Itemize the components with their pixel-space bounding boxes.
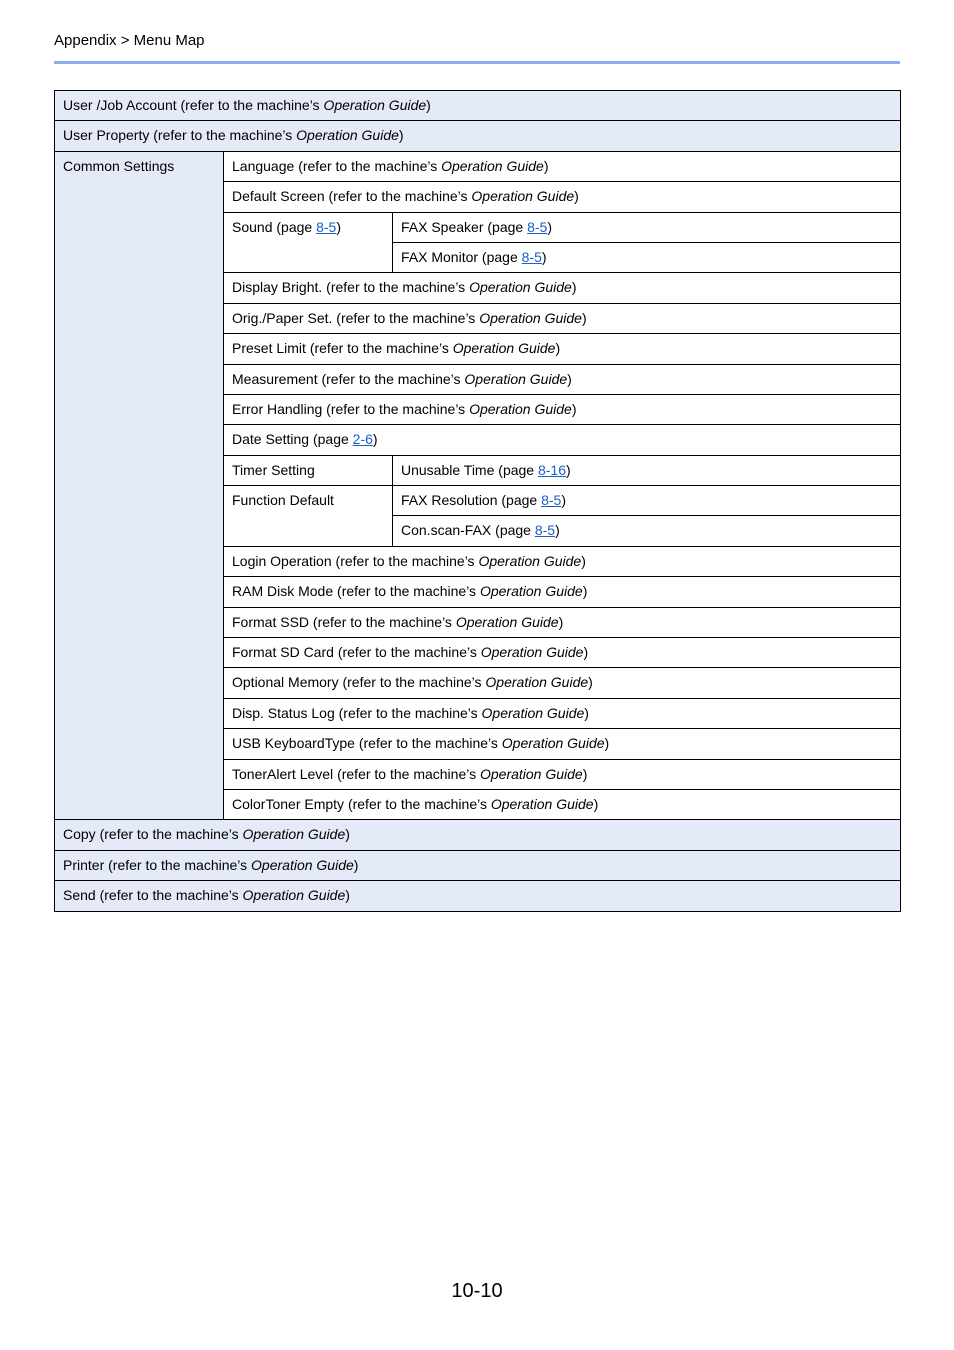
- table-row: [55, 820, 901, 850]
- breadcrumb: Appendix > Menu Map: [54, 32, 205, 49]
- ref-prefix: (refer to the machine’s: [335, 552, 479, 569]
- operation-guide-title: Operation Guide: [251, 856, 354, 873]
- guide-reference: [339, 705, 589, 721]
- ref-prefix: (refer to the machine’s: [337, 583, 480, 600]
- operation-guide-title: Operation Guide: [323, 97, 427, 113]
- guide-reference: [326, 279, 576, 295]
- ref-prefix: (refer to the machine’s: [342, 674, 486, 691]
- setting-preset-limit: [224, 334, 901, 364]
- close-paren: ): [336, 218, 341, 235]
- setting-format-sd-card: [224, 638, 901, 668]
- setting-label: Orig./Paper Set.: [232, 309, 333, 326]
- menu-item-user-property: [55, 121, 901, 151]
- ref-suffix: ): [398, 127, 404, 144]
- ref-suffix: ): [345, 887, 350, 904]
- ref-prefix: (refer to the machine’s: [180, 97, 324, 113]
- operation-guide-title: Operation Guide: [478, 552, 582, 569]
- ref-suffix: ): [567, 370, 572, 387]
- ref-prefix: (refer to the machine’s: [358, 735, 502, 752]
- menu-item-label: Copy: [63, 826, 96, 843]
- ref-prefix: (refer to the machine’s: [108, 856, 252, 873]
- guide-reference: [348, 796, 598, 812]
- operation-guide-title: Operation Guide: [479, 309, 582, 326]
- operation-guide-title: Operation Guide: [242, 887, 346, 904]
- page-prefix: (page: [501, 492, 542, 509]
- guide-reference: [100, 826, 350, 842]
- menu-item-common-settings: Common Settings: [55, 151, 224, 820]
- ref-prefix: (refer to the machine’s: [338, 704, 482, 721]
- setting-label: Format SD Card: [232, 644, 334, 661]
- ref-prefix: (refer to the machine’s: [337, 644, 481, 661]
- ref-suffix: ): [582, 583, 588, 600]
- ref-prefix: (refer to the machine’s: [298, 157, 442, 174]
- setting-sound: [224, 212, 393, 273]
- setting-ram-disk-mode: [224, 577, 901, 607]
- table-row: [55, 881, 901, 911]
- operation-guide-title: Operation Guide: [452, 340, 556, 357]
- ref-prefix: (refer to the machine’s: [326, 400, 470, 417]
- setting-display-bright: [224, 273, 901, 303]
- ref-suffix: ): [426, 97, 431, 113]
- page-link[interactable]: 2-6: [352, 431, 373, 448]
- ref-prefix: (refer to the machine’s: [312, 613, 456, 630]
- menu-item-send: [55, 881, 901, 911]
- setting-label: FAX Speaker: [401, 218, 484, 235]
- ref-prefix: (refer to the machine’s: [99, 887, 243, 904]
- close-paren: ): [547, 218, 552, 235]
- setting-fax-monitor: [393, 242, 901, 272]
- setting-label: Error Handling: [232, 400, 323, 417]
- close-paren: ): [566, 461, 571, 478]
- ref-suffix: ): [345, 826, 350, 843]
- setting-disp-status-log: [224, 698, 901, 728]
- setting-language: [224, 151, 901, 181]
- ref-suffix: ): [582, 765, 588, 782]
- setting-label: Preset Limit: [232, 340, 306, 357]
- guide-reference: [298, 158, 548, 174]
- setting-label: Optional Memory: [232, 674, 339, 691]
- guide-reference: [153, 127, 403, 143]
- guide-reference: [359, 735, 609, 751]
- page-prefix: (page: [495, 522, 535, 539]
- setting-optional-memory: [224, 668, 901, 698]
- operation-guide-title: Operation Guide: [455, 613, 559, 630]
- operation-guide-title: Operation Guide: [464, 370, 568, 387]
- ref-suffix: ): [353, 856, 359, 873]
- page-prefix: (page: [312, 431, 353, 448]
- operation-guide-title: Operation Guide: [479, 583, 583, 600]
- ref-suffix: ): [584, 704, 589, 721]
- guide-reference: [108, 857, 358, 873]
- ref-suffix: ): [571, 400, 577, 417]
- operation-guide-title: Operation Guide: [469, 279, 572, 296]
- ref-prefix: (refer to the machine’s: [347, 795, 491, 812]
- setting-error-handling: [224, 394, 901, 424]
- page-link[interactable]: 8-5: [521, 248, 542, 265]
- guide-reference: [338, 644, 588, 660]
- menu-map-table: [54, 90, 901, 912]
- setting-label: Display Bright.: [232, 279, 323, 296]
- setting-label: Format SSD: [232, 613, 310, 630]
- setting-login-operation: [224, 546, 901, 576]
- page-prefix: (page: [487, 218, 528, 235]
- table-row: [55, 151, 901, 181]
- setting-fax-speaker: [393, 212, 901, 242]
- close-paren: ): [555, 522, 560, 539]
- setting-label: Default Screen: [232, 188, 325, 205]
- operation-guide-title: Operation Guide: [480, 644, 584, 661]
- operation-guide-title: Operation Guide: [469, 400, 572, 417]
- setting-measurement: [224, 364, 901, 394]
- ref-prefix: (refer to the machine’s: [321, 370, 465, 387]
- page-prefix: (page: [498, 461, 538, 478]
- menu-item-copy: [55, 820, 901, 850]
- setting-label: TonerAlert Level: [232, 765, 334, 782]
- ref-prefix: (refer to the machine’s: [336, 309, 480, 326]
- ref-prefix: (refer to the machine’s: [153, 127, 297, 144]
- page-link[interactable]: 8-5: [316, 218, 337, 235]
- close-paren: ): [372, 431, 378, 448]
- setting-label: Language: [232, 157, 295, 174]
- guide-reference: [321, 371, 571, 387]
- operation-guide-title: Operation Guide: [485, 674, 589, 691]
- table-row: [55, 121, 901, 151]
- guide-reference: [181, 97, 431, 113]
- setting-timer-setting: Timer Setting: [224, 455, 393, 485]
- operation-guide-title: Operation Guide: [441, 157, 544, 174]
- setting-label: RAM Disk Mode: [232, 583, 334, 600]
- header-divider: [54, 61, 900, 64]
- ref-suffix: ): [571, 279, 577, 296]
- page-prefix: (page: [481, 248, 522, 265]
- ref-suffix: ): [588, 674, 593, 691]
- guide-reference: [326, 401, 576, 417]
- guide-reference: [313, 614, 563, 630]
- setting-function-default: Function Default: [224, 486, 393, 547]
- ref-suffix: ): [555, 340, 561, 357]
- close-paren: ): [541, 248, 547, 265]
- setting-label: Date Setting: [232, 431, 310, 448]
- setting-label: FAX Resolution: [401, 492, 498, 509]
- ref-suffix: ): [581, 552, 586, 569]
- setting-label: ColorToner Empty: [232, 795, 345, 812]
- setting-orig-paper-set: [224, 303, 901, 333]
- menu-item-label: Send: [63, 887, 96, 904]
- operation-guide-title: Operation Guide: [501, 735, 605, 752]
- ref-suffix: ): [543, 157, 549, 174]
- guide-reference: [342, 674, 592, 690]
- ref-prefix: (refer to the machine’s: [337, 765, 480, 782]
- setting-label: Disp. Status Log: [232, 704, 335, 721]
- guide-reference: [310, 340, 560, 356]
- ref-suffix: ): [574, 188, 579, 205]
- setting-toner-alert-level: [224, 759, 901, 789]
- setting-label: Login Operation: [232, 552, 332, 569]
- setting-default-screen: [224, 182, 901, 212]
- setting-usb-keyboard-type: [224, 729, 901, 759]
- menu-item-label: User /Job Account: [63, 97, 177, 113]
- close-paren: ): [561, 492, 566, 509]
- ref-prefix: (refer to the machine’s: [328, 188, 472, 205]
- setting-date-setting: [224, 425, 901, 455]
- setting-label: Sound: [232, 218, 273, 235]
- setting-label: Unusable Time: [401, 461, 495, 478]
- page-link[interactable]: 8-5: [541, 492, 562, 509]
- ref-suffix: ): [558, 613, 564, 630]
- menu-item-user-job-account: [55, 91, 901, 121]
- page-number: 10-10: [451, 1280, 503, 1302]
- operation-guide-title: Operation Guide: [296, 127, 399, 144]
- setting-label: FAX Monitor: [401, 248, 479, 265]
- menu-item-label: Printer: [63, 856, 105, 873]
- ref-prefix: (refer to the machine’s: [326, 279, 470, 296]
- ref-prefix: (refer to the machine’s: [99, 826, 243, 843]
- ref-suffix: ): [581, 309, 587, 326]
- table-row: [55, 91, 901, 121]
- ref-suffix: ): [604, 735, 610, 752]
- setting-con-scan-fax: [393, 516, 901, 546]
- operation-guide-title: Operation Guide: [242, 826, 346, 843]
- menu-item-printer: [55, 850, 901, 880]
- page-link[interactable]: 8-16: [537, 461, 567, 478]
- operation-guide-title: Operation Guide: [471, 188, 575, 205]
- setting-unusable-time: [393, 455, 901, 485]
- operation-guide-title: Operation Guide: [481, 704, 585, 721]
- menu-item-label: User Property: [63, 127, 150, 144]
- guide-reference: [337, 583, 587, 599]
- setting-label: USB KeyboardType: [232, 735, 355, 752]
- page-link[interactable]: 8-5: [534, 522, 556, 539]
- setting-color-toner-empty: [224, 789, 901, 819]
- setting-format-ssd: [224, 607, 901, 637]
- page-prefix: (page: [276, 218, 317, 235]
- setting-label: Measurement: [232, 370, 318, 387]
- setting-label: Con.scan-FAX: [401, 522, 492, 539]
- guide-reference: [336, 553, 586, 569]
- guide-reference: [336, 310, 586, 326]
- guide-reference: [100, 887, 350, 903]
- setting-fax-resolution: [393, 486, 901, 516]
- page-link[interactable]: 8-5: [527, 218, 548, 235]
- ref-prefix: (refer to the machine’s: [309, 340, 453, 357]
- ref-suffix: ): [593, 795, 599, 812]
- guide-reference: [337, 766, 587, 782]
- operation-guide-title: Operation Guide: [490, 795, 594, 812]
- ref-suffix: ): [583, 644, 589, 661]
- guide-reference: [329, 188, 579, 204]
- operation-guide-title: Operation Guide: [479, 765, 583, 782]
- table-row: [55, 850, 901, 880]
